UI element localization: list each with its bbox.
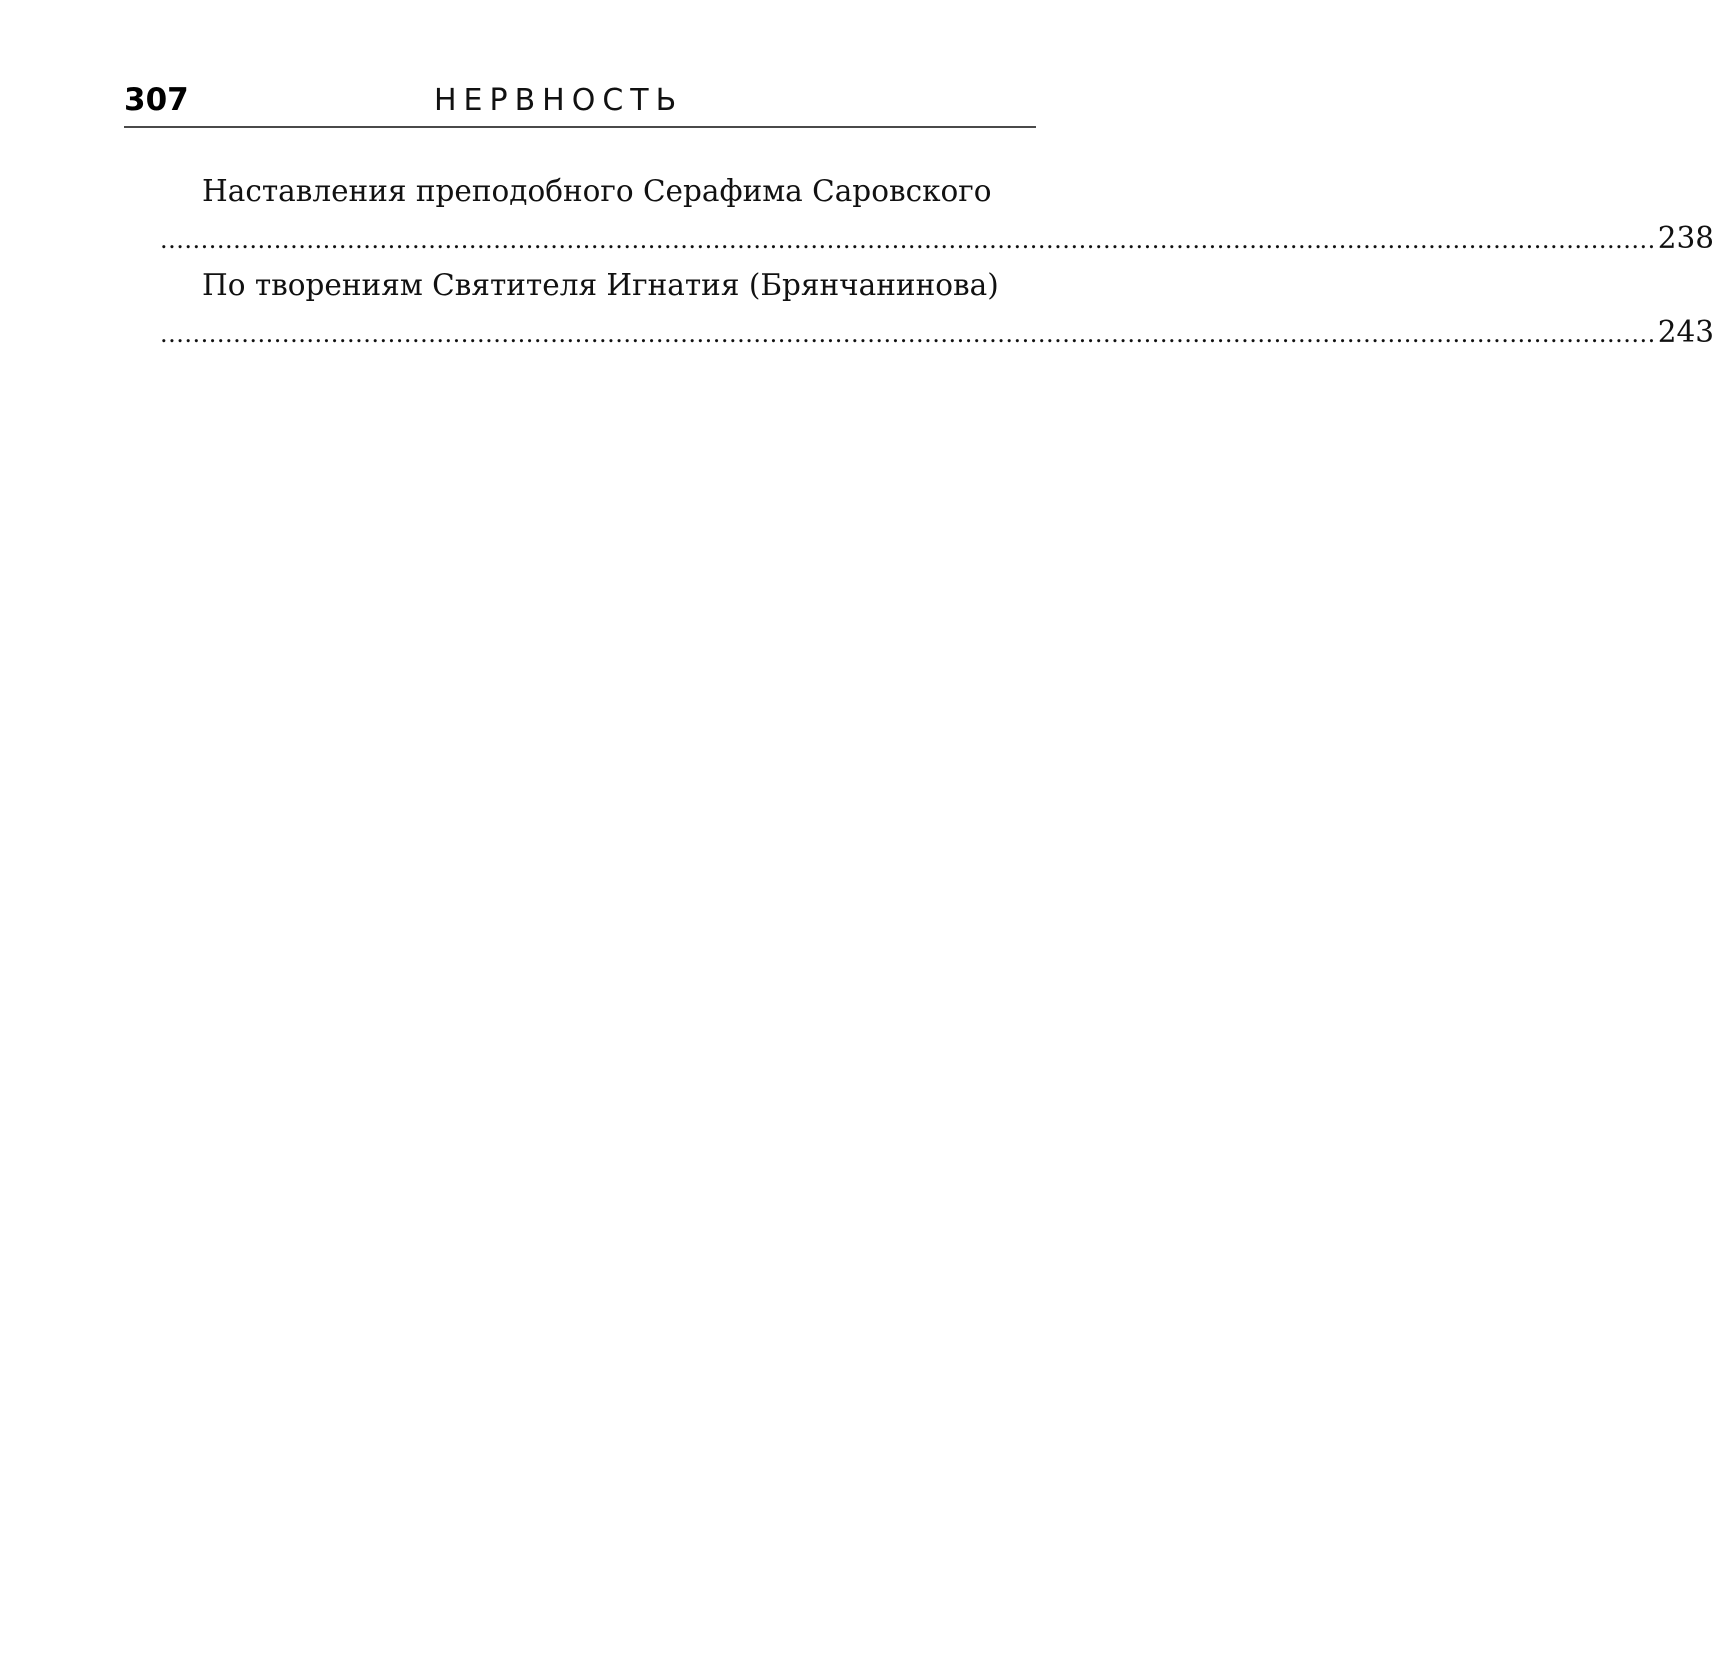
toc-entry[interactable] xyxy=(160,168,1714,262)
toc-leader-line xyxy=(160,309,1714,356)
toc-entry-page: 243 xyxy=(1657,315,1714,349)
toc-entry-title: По творениям Святителя Игнатия (Брянчанинова) xyxy=(202,268,999,302)
toc-entry[interactable] xyxy=(160,262,1714,356)
running-title: НЕРВНОСТЬ xyxy=(434,83,684,118)
toc-leader-line xyxy=(160,215,1714,262)
toc-entry-title: Наставления преподобного Серафима Саровского xyxy=(202,174,992,208)
page-number: 307 xyxy=(124,82,189,118)
toc-dot-leader: ........................................................................................................................................................................................ xyxy=(160,226,1656,254)
table-of-contents xyxy=(160,168,1714,356)
page-header xyxy=(124,78,1036,128)
toc-entry-page: 238 xyxy=(1657,221,1714,255)
toc-dot-leader: ........................................................................................................................................................................................ xyxy=(160,320,1656,348)
